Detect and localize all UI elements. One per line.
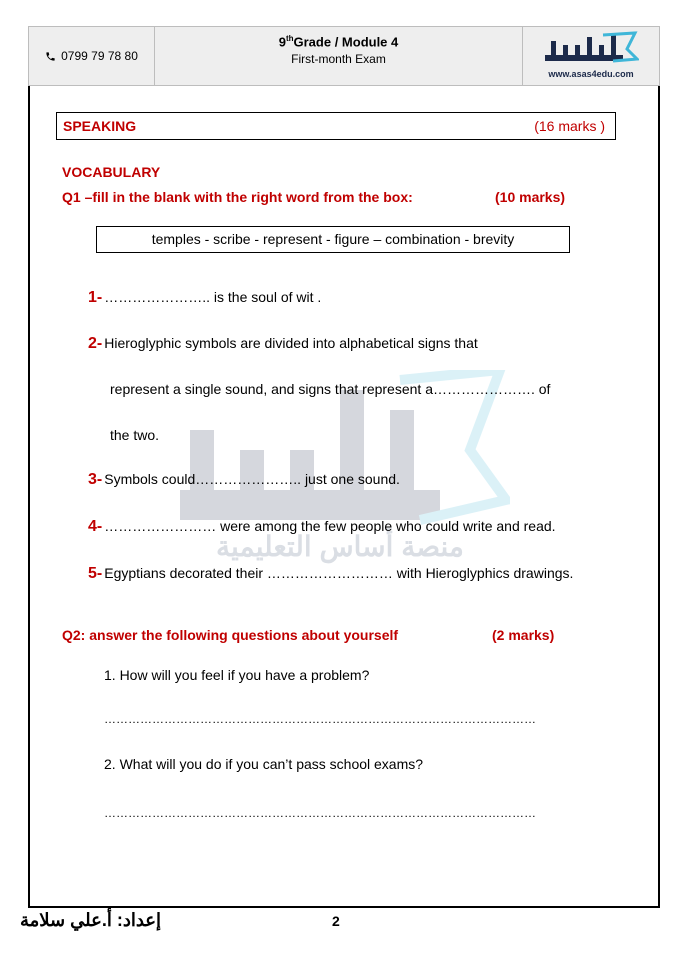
vocabulary-heading: VOCABULARY xyxy=(62,164,161,180)
answer-line-1[interactable]: ……………………………………………………………………………………………… xyxy=(104,712,536,726)
item-text: Symbols could………………….. just one sound. xyxy=(104,471,400,487)
speaking-section-box xyxy=(56,112,616,140)
item-text: ………………….. is the soul of wit . xyxy=(104,289,322,305)
phone-block xyxy=(29,27,155,85)
page-number: 2 xyxy=(332,913,340,929)
word-bank-box: temples - scribe - represent - figure – combination - brevity xyxy=(96,226,570,253)
item-number: 1- xyxy=(88,289,103,306)
item-text: Hieroglyphic symbols are divided into alphabetical signs that xyxy=(104,335,478,351)
phone-icon xyxy=(45,51,56,62)
item-text: Egyptians decorated their ……………………… with Hieroglyphics drawings. xyxy=(104,565,574,581)
logo-url: www.asas4edu.com xyxy=(548,69,634,79)
logo-block xyxy=(523,27,659,85)
phone-number: 0799 79 78 80 xyxy=(61,49,138,63)
vocab-item-4 xyxy=(88,518,556,536)
grade-suffix: th xyxy=(285,34,294,43)
header-title-block xyxy=(155,27,523,85)
q1-instruction: Q1 –fill in the blank with the right word from the box: xyxy=(62,189,413,205)
grade-number: 9 xyxy=(278,34,286,50)
vocab-item-3 xyxy=(88,471,400,489)
q2-question-1: 1. How will you feel if you have a problem? xyxy=(104,667,370,683)
q2-heading: Q2: answer the following questions about yourself xyxy=(62,627,399,643)
item-number: 2- xyxy=(88,335,103,352)
q1-marks: (10 marks) xyxy=(495,189,566,205)
item-number: 5- xyxy=(88,565,103,582)
grade-title xyxy=(155,34,522,49)
speaking-label: SPEAKING xyxy=(63,118,137,134)
vocab-item-2 xyxy=(88,335,478,353)
exam-subtitle: First-month Exam xyxy=(291,52,386,67)
answer-line-2[interactable]: ……………………………………………………………………………………………… xyxy=(104,806,536,820)
watermark-text: منصة أساس التعليمية xyxy=(216,531,464,562)
item-number: 4- xyxy=(88,518,103,535)
grade-module: Grade / Module 4 xyxy=(293,34,399,50)
item-text: …………………… were among the few people who could write and read. xyxy=(104,518,556,534)
speaking-marks: (16 marks ) xyxy=(534,118,605,134)
q2-question-2: 2. What will you do if you can’t pass school exams? xyxy=(104,756,424,772)
vocab-item-5 xyxy=(88,565,573,583)
vocab-item-1 xyxy=(88,289,321,307)
asas-logo-icon xyxy=(543,31,639,67)
vocab-item-2-continuation-2: the two. xyxy=(110,427,160,443)
vocab-item-2-continuation: represent a single sound, and signs that represent a…………………. of xyxy=(110,381,551,397)
page-header xyxy=(28,26,660,86)
item-number: 3- xyxy=(88,471,103,488)
author-credit: إعداد: أ.علي سلامة xyxy=(20,910,162,930)
q2-marks: (2 marks) xyxy=(492,627,555,643)
